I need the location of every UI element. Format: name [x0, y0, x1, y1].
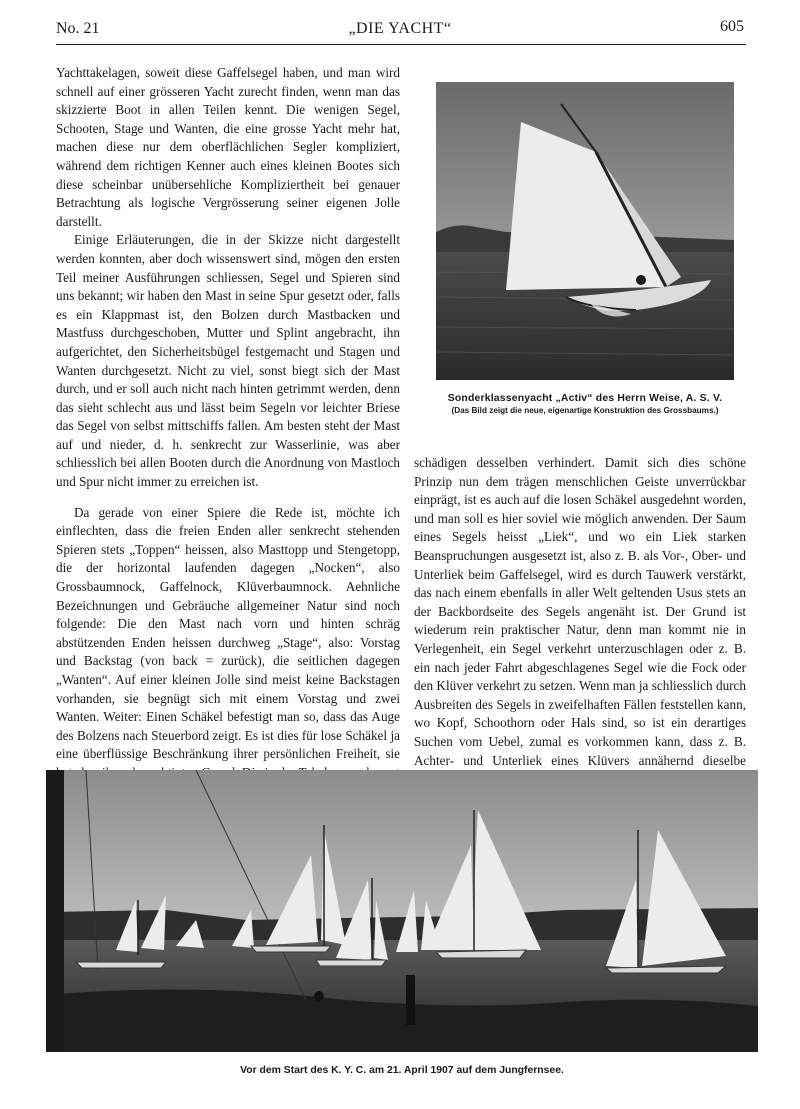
sailboat-illustration	[436, 82, 734, 380]
right-column	[414, 454, 746, 807]
paragraph: Da gerade von einer Spiere die Rede ist, möchte ich einflechten, dass die freien Enden aller senkrecht stehenden Spieren stets „Toppen“ heissen, also Masttopp und Stengetopp, die der horizontal laufenden dagegen „Nocken“, also Grossbaumnock, Gaffelnock, Klüverbaumnock. Aehnliche Bezeichnungen und Gebräuche allgemeiner Natur sind noch folgende: Die den Mast nach vorn und hinten schräg abstützenden Enden heissen durchweg „Stage“, also: Vorstag und Backstag (von back = zurück), die seitlichen dagegen „Wanten“. Auf einer kleinen Jolle sind meist keine Backstagen vorhanden, sie begnügt sich mit einem Vorstag und zwei Wanten. Weiter: Einen Schäkel befestigt man so, dass das Auge des Bolzens nach Steuerbord zeigt. Es ist dies für lose Schäkel ja eine überflüssige Beschränkung ihrer persönlichen Freiheit, sie	[56, 504, 400, 762]
paragraph: Einige Erläuterungen, die in der Skizze nicht dargestellt werden konnten, aber doch wissenswert sind, mögen den ersten Teil meiner Ausführungen schliessen, Segel und Spieren sind uns bekannt; wir haben den Mast in seine Spur gesetzt oder, falls es ein Klappmast ist, den Bolzen durch Mastbacken und Mastfuss durchgeschoben, Mutter und Splint angebracht, ihn aufgerichtet, den Sicherheitsbügel festgemacht und Stagen und Wanten durchgesetzt. Nicht zu viel, sonst biegt sich der Mast durch, und er soll auch nicht nach hinten getrimmt werden, denn das sieht schlecht aus und lässt beim Segeln vor leichter Briese das Segel von selbst mittschiffs fallen. Am besten steht der Mast auf und nieder, d. h. senkrecht zur Wasserlinie, was aber schliesslich bei allen Booten durch die Anordnung von Mastloch und Spur nicht immer zu erreichen ist.	[56, 232, 400, 490]
paragraph: schädigen desselben verhindert. Damit sich dies schöne Prinzip nun dem trägen menschlichen Geiste unverrückbar einprägt, ist es auch auf die losen Schäkel ausgedehnt worden, und man soll es hier soviel wie möglich anwenden. Der Saum eines Segels heisst „Liek“, und wo ein Liek starken Beanspruchungen ausgesetzt ist, also z. B. als Vor-, Ober- und Unterliek beim Gaffelsegel, wird es durch Tauwerk verstärkt, das nach einem ebenfalls in aller Welt geltenden Usus stets an der Backbordseite des Segels angenäht ist. Der Grund ist wiederum rein praktischer Natur, denn man kommt nie in Verlegenheit, ein Segel verkehrt unterzuschlagen oder z. B. ein nach jeder Fahrt abgeschlagenes Segel wie die Fock oder den Klüver verkehrt zu setzen. Wenn man ja schliesslich durch Ausbreiten des Segels in zweifelhaften Fällen feststellen kann, wo Kopf, Schoothorn oder Hals sind, so ist ein derartiges Suchen vom Uebel, zumal es vorkommen kann, dass z. B. Achter- und Unterliek eines Klüvers annähernd dieselbe	[414, 455, 746, 768]
header-rule	[56, 44, 746, 45]
sailboat-photo-activ	[436, 82, 734, 380]
page-number: 605	[720, 18, 744, 35]
regatta-start-photo	[46, 770, 758, 1052]
journal-title: „DIE YACHT“	[348, 20, 452, 37]
caption-title: Sonderklassenyacht „Activ“ des Herrn Weise, A. S. V.	[447, 393, 723, 404]
issue-number: No. 21	[56, 20, 100, 37]
regatta-illustration	[46, 770, 758, 1052]
paragraph: Yachttakelagen, soweit diese Gaffelsegel haben, und man wird schnell auf einer grösseren Yacht zurecht finden, wenn man das skizzierte Boot in allen Teilen kennt. Die wenigen Segel, Schooten, Stage und Wanten, die eine grosse Yacht mehr hat, machen diese nur dem oberflächlichen Segler kompliziert, während dem richtigen Kenner auch eines kleinen Bootes sich diese scheinbar unübersehliche Kompliziertheit bei genauer Betrachtung als logische Vergrösserung seiner eigenen Jolle darstellt.	[56, 65, 400, 229]
page-header	[56, 18, 744, 42]
bottom-photo-caption: Vor dem Start des K. Y. C. am 21. April 1907 auf dem Jungfernsee.	[240, 1065, 564, 1076]
top-photo-caption	[414, 393, 756, 415]
caption-subtitle: (Das Bild zeigt die neue, eigenartige Konstruktion des Grossbaums.)	[451, 406, 719, 415]
left-column	[56, 64, 400, 857]
